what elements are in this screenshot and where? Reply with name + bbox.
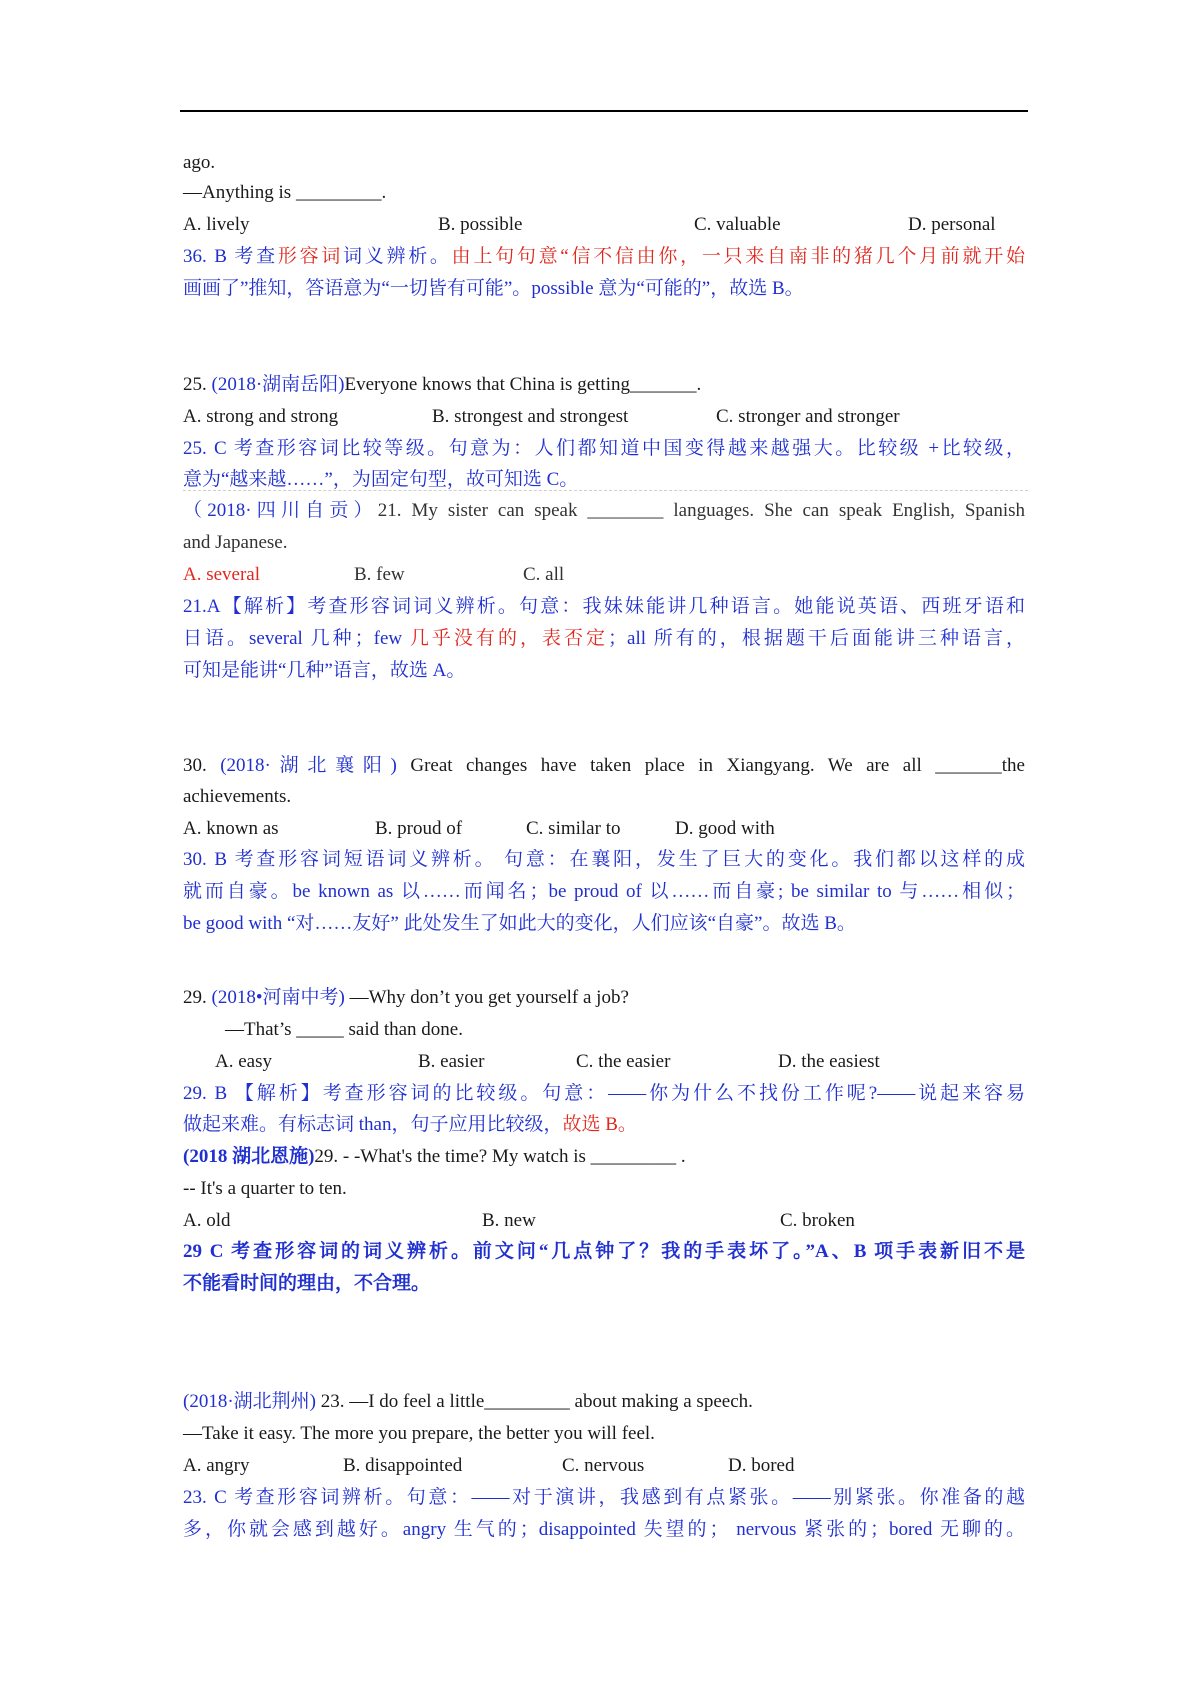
q30-stem2: achievements. (183, 786, 292, 807)
q21-answer-line3: 可知是能讲“几种”语言，故选 A。 (183, 660, 466, 681)
q21-answer-line2: 日语。several 几种；few 几乎没有的，表否定；all 所有的，根据题干后面能讲三种语言， (183, 628, 1025, 649)
q29a-answer-line2: 做起来难。有标志词 than，句子应用比较级，故选 B。 (183, 1114, 637, 1135)
q25-option-a: A. strong and strong (183, 406, 339, 427)
q29a-option-d: D. the easiest (778, 1051, 880, 1072)
q23-option-a: A. angry (183, 1455, 250, 1476)
q23-option-c: C. nervous (562, 1455, 645, 1476)
q23-option-b: B. disappointed (343, 1455, 463, 1476)
q29a-option-b: B. easier (418, 1051, 485, 1072)
q36-option-b: B. possible (438, 214, 523, 235)
q29a-stem2: —That’s _____ said than done. (225, 1019, 463, 1040)
q36-line1: ago. (183, 152, 216, 173)
q36-option-d: D. personal (908, 214, 996, 235)
header-rule (180, 110, 1028, 112)
q36-answer-line2: 画画了”推知，答语意为“一切皆有可能”。possible 意为“可能的”，故选 B。 (183, 278, 804, 299)
q36-line2: —Anything is _________. (183, 182, 387, 203)
q29b-stem: (2018 湖北恩施)29. - -What's the time? My watch is _________ . (183, 1146, 686, 1167)
q29b-answer-line2: 不能看时间的理由，不合理。 (183, 1273, 431, 1294)
q29b-stem2: -- It's a quarter to ten. (183, 1178, 347, 1199)
q25-answer-line2: 意为“越来越……”，为固定句型，故可知选 C。 (183, 469, 579, 490)
q29a-option-c: C. the easier (576, 1051, 671, 1072)
q30-answer-line3: be good with “对……友好” 此处发生了如此大的变化，人们应该“自豪”。故选 B。 (183, 913, 856, 934)
q21-option-a: A. several (183, 564, 261, 585)
q23-stem: (2018·湖北荆州) 23. —I do feel a little_________ about making a speech. (183, 1391, 753, 1412)
q23-answer-line2: 多，你就会感到越好。angry 生气的；disappointed 失望的； nervous 紧张的；bored 无聊的。 (183, 1519, 1025, 1540)
q30-option-a: A. known as (183, 818, 279, 839)
q30-stem: 30. (2018·湖北襄阳) Great changes have taken place in Xiangyang. We are all _______the (183, 755, 1025, 776)
q21-stem2: and Japanese. (183, 532, 288, 553)
q23-option-d: D. bored (728, 1455, 795, 1476)
section-divider (183, 490, 1028, 491)
q21-stem: （2018·四川自贡）21. My sister can speak ________ languages. She can speak English, Spanish (183, 500, 1025, 521)
q36-option-a: A. lively (183, 214, 250, 235)
q21-option-c: C. all (523, 564, 565, 585)
q36-answer-line1: 36. B 考查形容词词义辨析。由上句句意“信不信由你，一只来自南非的猪几个月前就开始 (183, 246, 1025, 267)
q30-option-b: B. proud of (375, 818, 463, 839)
q30-option-c: C. similar to (526, 818, 621, 839)
q29a-answer-line1: 29. B 【解析】考查形容词的比较级。句意：——你为什么不找份工作呢?——说起来容易 (183, 1083, 1025, 1104)
q29b-option-a: A. old (183, 1210, 231, 1231)
q25-answer-line1: 25. C 考查形容词比较等级。句意为：人们都知道中国变得越来越强大。比较级 +比较级， (183, 438, 1025, 459)
q23-answer-line1: 23. C 考查形容词辨析。句意：——对于演讲，我感到有点紧张。——别紧张。你准备的越 (183, 1487, 1025, 1508)
q21-answer-line1: 21.A【解析】考查形容词词义辨析。句意：我妹妹能讲几种语言。她能说英语、西班牙语和 (183, 596, 1025, 617)
q29b-option-c: C. broken (780, 1210, 855, 1231)
q23-stem2: —Take it easy. The more you prepare, the better you will feel. (183, 1423, 655, 1444)
q21-option-b: B. few (354, 564, 405, 585)
q25-option-c: C. stronger and stronger (716, 406, 900, 427)
q25-option-b: B. strongest and strongest (432, 406, 629, 427)
q29b-answer-line1: 29 C 考查形容词的词义辨析。前文问“几点钟了？我的手表坏了。”A、B 项手表新旧不是 (183, 1241, 1025, 1262)
q36-option-c: C. valuable (694, 214, 781, 235)
q30-option-d: D. good with (675, 818, 775, 839)
q25-stem: 25. (2018·湖南岳阳)Everyone knows that China is getting_______. (183, 374, 702, 395)
q29a-stem: 29. (2018•河南中考) —Why don’t you get yourself a job? (183, 987, 629, 1008)
q29b-option-b: B. new (482, 1210, 536, 1231)
q30-answer-line1: 30. B 考查形容词短语词义辨析。 句意：在襄阳，发生了巨大的变化。我们都以这样的成 (183, 849, 1025, 870)
q29a-option-a: A. easy (215, 1051, 272, 1072)
q30-answer-line2: 就而自豪。be known as 以……而闻名；be proud of 以……而自豪; be similar to 与……相似； (183, 881, 1025, 902)
